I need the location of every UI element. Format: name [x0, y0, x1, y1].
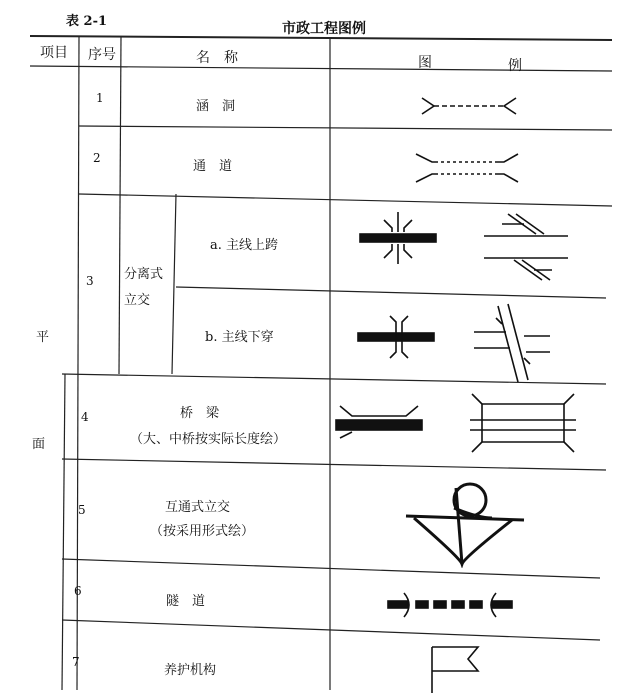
- table-title: 市政工程图例: [282, 21, 366, 37]
- row-group: 分离式 立交: [124, 267, 164, 308]
- row-note: （按采用形式绘）: [150, 524, 255, 539]
- underpass-main-icon: [356, 314, 438, 360]
- row-name: 养护机构: [164, 663, 217, 678]
- category-char-1: 平: [36, 330, 50, 345]
- row-index: 6: [74, 584, 82, 598]
- bridge-icon: [334, 402, 426, 442]
- row-name: 互通式立交: [165, 500, 231, 515]
- header-name: 名 称: [196, 50, 238, 66]
- interchange-icon: [400, 478, 528, 568]
- row-name: 桥 梁: [180, 406, 220, 421]
- row-index: 1: [96, 91, 104, 105]
- passage-icon: [412, 148, 522, 188]
- underpass-alt-icon: [470, 298, 552, 386]
- category-char-2: 面: [32, 437, 46, 452]
- subrow-name: a. 主线上跨: [210, 238, 279, 253]
- tunnel-icon: [384, 590, 516, 620]
- bridge-alt-icon: [468, 390, 578, 458]
- overpass-alt-icon: [482, 210, 572, 284]
- header-legend-1: 图: [418, 55, 432, 71]
- header-legend-2: 例: [508, 58, 522, 74]
- row-index: 5: [78, 503, 86, 517]
- header-index: 序号: [88, 47, 116, 63]
- overpass-main-icon: [356, 210, 440, 266]
- row-note: （大、中桥按实际长度绘）: [130, 432, 287, 447]
- row-index: 3: [86, 274, 94, 288]
- row-name: 涵 洞: [196, 99, 236, 114]
- row-name: 通 道: [193, 159, 233, 174]
- table-caption: 表 2-1: [66, 14, 108, 29]
- row-index: 2: [93, 151, 101, 165]
- header-category: 项目: [40, 45, 68, 61]
- row-index: 4: [81, 410, 89, 424]
- subrow-name: b. 主线下穿: [205, 330, 274, 345]
- flag-icon: [428, 645, 484, 693]
- culvert-icon: [418, 92, 520, 122]
- row-name: 隧 道: [166, 594, 206, 609]
- row-index: 7: [72, 655, 80, 669]
